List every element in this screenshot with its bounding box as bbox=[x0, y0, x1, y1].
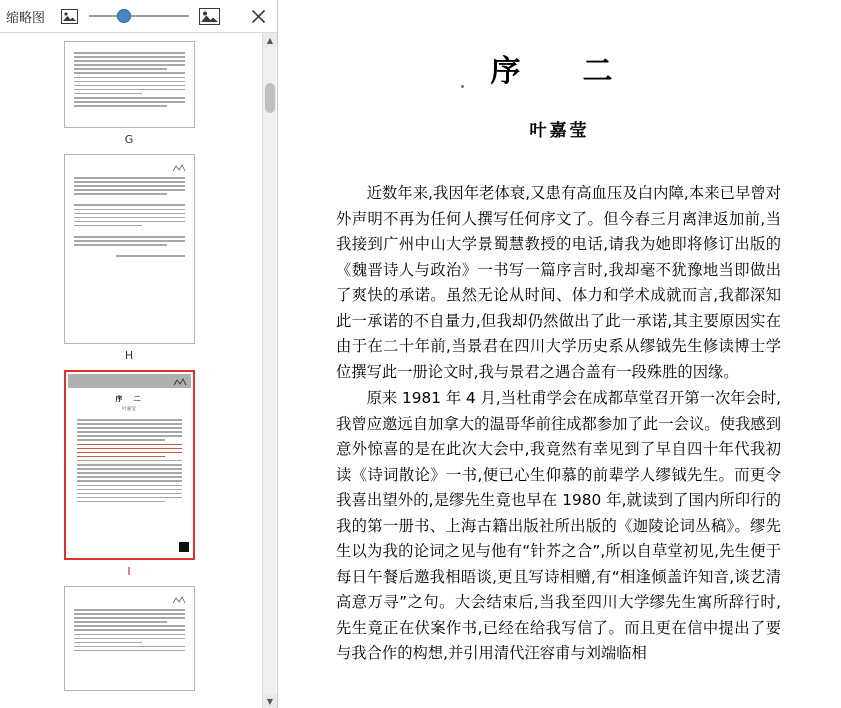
document-page bbox=[278, 0, 841, 708]
thumbnail-scrollbar[interactable] bbox=[262, 33, 276, 708]
page-dot-mark bbox=[461, 85, 464, 88]
thumbnail-item-g[interactable] bbox=[0, 41, 258, 150]
thumbnail-panel-title: 缩略图 bbox=[6, 10, 46, 26]
thumbnail-scroll-area[interactable] bbox=[0, 33, 277, 708]
seal-icon bbox=[172, 592, 186, 602]
seal-icon bbox=[173, 374, 187, 384]
thumbnail-toolbar bbox=[0, 0, 277, 33]
thumbnail-zoom-slider[interactable] bbox=[89, 6, 189, 26]
scroll-down-arrow-icon[interactable]: ▼ bbox=[263, 694, 277, 708]
thumbnail-panel bbox=[0, 0, 278, 708]
thumbnail-page-preview[interactable] bbox=[64, 154, 195, 344]
document-view[interactable] bbox=[278, 0, 841, 708]
document-body bbox=[336, 181, 781, 667]
scrollbar-thumb[interactable] bbox=[265, 83, 275, 113]
thumbnail-label: G bbox=[124, 133, 134, 146]
zoom-slider-knob[interactable] bbox=[117, 9, 131, 23]
large-thumbnail-icon[interactable] bbox=[198, 6, 220, 26]
close-icon[interactable] bbox=[245, 3, 271, 29]
thumbnail-page-preview[interactable] bbox=[64, 41, 195, 128]
thumbnail-label-selected: I bbox=[127, 565, 131, 578]
thumbnail-item-next[interactable] bbox=[0, 586, 258, 700]
thumbnail-doc-author: 叶嘉莹 bbox=[122, 407, 136, 412]
small-thumbnail-icon[interactable] bbox=[58, 6, 80, 26]
thumbnail-item-i[interactable] bbox=[0, 370, 258, 582]
scroll-up-arrow-icon[interactable]: ▲ bbox=[263, 33, 277, 47]
thumbnail-item-h[interactable] bbox=[0, 154, 258, 366]
paragraph-1: 近数年来,我因年老体衰,又患有高血压及白内障,本来已早曾对外声明不再为任何人撰写任何序文了。但今春三月离津返加前,当我接到广州中山大学景蜀慧教授的电话,请我为她即将修订出版的《魏晋诗人与政治》一书写一篇序言时,我却毫不犹豫地当即做出了爽快的承诺。虽然无论从时间、体力和学术成就而言,我都深知此一承诺的不自量力,但我却仍然做出了此一承诺,其主要原因实在由于在二十年前,当景君在四川大学历史系从缪钺先生修读博士学位撰写此一册论文时,我与景君之遇合盖有一段殊胜的因缘。 bbox=[336, 184, 781, 381]
paragraph-2: 原来 1981 年 4 月,当杜甫学会在成都草堂召开第一次年会时,我曾应邀远自加拿大的温哥华前往成都参加了此一会议。使我感到意外惊喜的是在此次大会中,我竟然有幸见到了早自四十年代我初读《诗词散论》一书,便已心生仰慕的前辈学人缪钺先生。而更令我喜出望外的,是缪先生竟也早在 1980 年,就读到了国内所印行的我的第一册书、上海古籍出版社所出版的《迦陵论词丛稿》。缪先生以为我的论词之见与他有“针芥之合”,所以自草堂初见,先生便于每日午餐后邀我相晤谈,更且写诗相赠,有“相逢倾盖许知音,谈艺清高意万寻”之句。大会结束后,当我至四川大学缪先生寓所辞行时,先生竟正在伏案作书,已经在给我写信了。而且更在信中提出了要与我合作的构想,并引用清代汪容甫与刘端临相 bbox=[336, 389, 781, 662]
thumbnail-page-preview[interactable] bbox=[64, 586, 195, 691]
page-author: 叶嘉莹 bbox=[529, 121, 590, 141]
thumbnail-list bbox=[0, 33, 258, 704]
thumbnail-doc-title: 序 二 bbox=[115, 395, 143, 403]
thumbnail-page-preview-selected[interactable] bbox=[64, 370, 195, 560]
page-title: 序 二 bbox=[490, 54, 629, 89]
seal-icon bbox=[172, 160, 186, 170]
thumbnail-label: H bbox=[124, 349, 134, 362]
thumbnail-page-marker bbox=[179, 542, 189, 552]
zoom-slider-track bbox=[89, 15, 189, 17]
